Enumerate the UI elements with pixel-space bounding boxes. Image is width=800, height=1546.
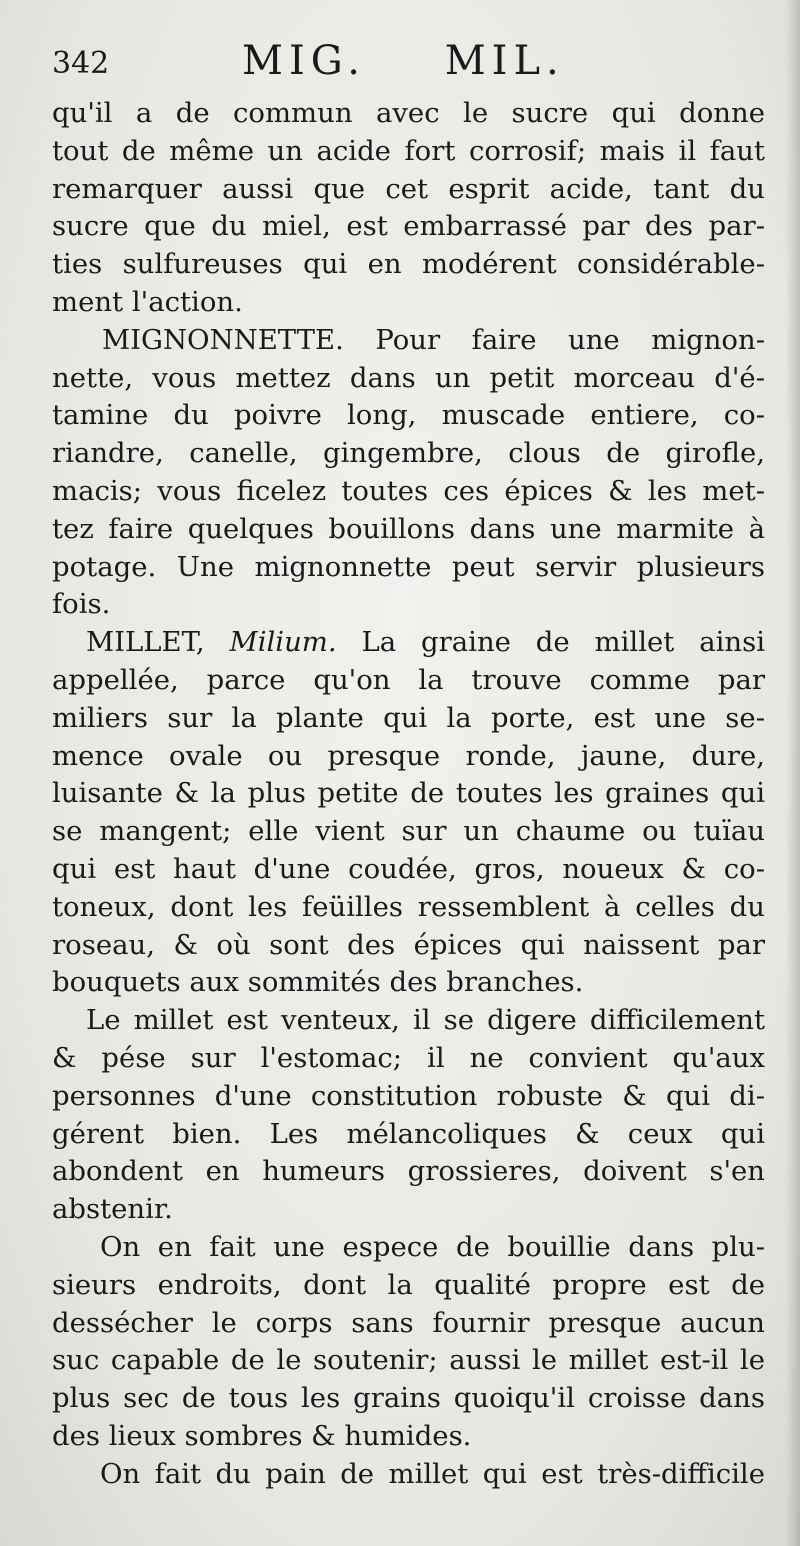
text-line: miliers sur la plante qui la porte, est une se- [52, 701, 765, 734]
text-line: & pése sur l'estomac; il ne convient qu'aux [52, 1041, 765, 1074]
text-line: plus sec de tous les grains quoiqu'il croisse dans [52, 1382, 765, 1415]
text-line: tout de même un acide fort corrosif; mais il faut [52, 134, 765, 167]
text-line: MIGNONNETTE. Pour faire une mignon- [102, 323, 765, 356]
page-header [52, 38, 772, 88]
text-line: abondent en humeurs grossieres, doivent s'en [52, 1155, 765, 1188]
text-line: Le millet est venteux, il se digere difficilement [86, 1004, 765, 1037]
text-line: macis; vous ficelez toutes ces épices & les met- [52, 474, 765, 507]
page-gutter-shadow [786, 0, 800, 1546]
text-line: roseau, & où sont des épices qui naissent par [52, 928, 765, 961]
text-line: dessécher le corps sans fournir presque aucun [52, 1306, 765, 1339]
text-line: luisante & la plus petite de toutes les graines qui [52, 777, 765, 810]
text-line: On en fait une espece de bouillie dans plu- [100, 1230, 765, 1263]
text-line: appellée, parce qu'on la trouve comme par [52, 663, 765, 696]
text-line: sieurs endroits, dont la qualité propre est de [52, 1268, 765, 1301]
text-line: qu'il a de commun avec le sucre qui donne [52, 97, 765, 129]
text-line: se mangent; elle vient sur un chaume ou tuïau [52, 815, 765, 848]
text-line: suc capable de le soutenir; aussi le millet est-il le [52, 1344, 765, 1377]
text-line: On fait du pain de millet qui est très-difficile [100, 1457, 765, 1490]
text-line: remarquer aussi que cet esprit acide, tant du [52, 172, 765, 205]
text-line: ment l'action. [52, 285, 243, 318]
text-line: sucre que du miel, est embarrassé par des par- [52, 210, 765, 243]
text-line: MILLET, Milium. La graine de millet ainsi [86, 626, 765, 659]
text-line: gérent bien. Les mélancoliques & ceux qui [52, 1117, 765, 1150]
text-line: qui est haut d'une coudée, gros, noueux & co- [52, 852, 765, 885]
running-head [242, 38, 565, 84]
text-line: abstenir. [52, 1193, 173, 1226]
text-line: des lieux sombres & humides. [52, 1419, 472, 1452]
page-number: 342 [52, 46, 110, 81]
text-line: riandre, canelle, gingembre, clous de girofle, [52, 437, 765, 470]
text-line: bouquets aux sommités des branches. [52, 966, 584, 999]
text-line: toneux, dont les feüilles ressemblent à celles du [52, 890, 765, 923]
text-line: tamine du poivre long, muscade entiere, co- [52, 399, 765, 432]
text-line: personnes d'une constitution robuste & qui di- [52, 1079, 765, 1112]
running-head-left: MIG. [242, 38, 366, 84]
running-head-right: MIL. [444, 38, 565, 84]
text-line: potage. Une mignonnette peut servir plusieurs [52, 550, 765, 583]
text-line: ties sulfureuses qui en modérent considérable- [52, 248, 765, 281]
text-line: mence ovale ou presque ronde, jaune, dure, [52, 739, 765, 772]
text-line: fois. [52, 588, 111, 621]
body-text [52, 95, 765, 1493]
text-line: tez faire quelques bouillons dans une marmite à [52, 512, 765, 545]
text-line: nette, vous mettez dans un petit morceau d'é- [52, 361, 765, 394]
